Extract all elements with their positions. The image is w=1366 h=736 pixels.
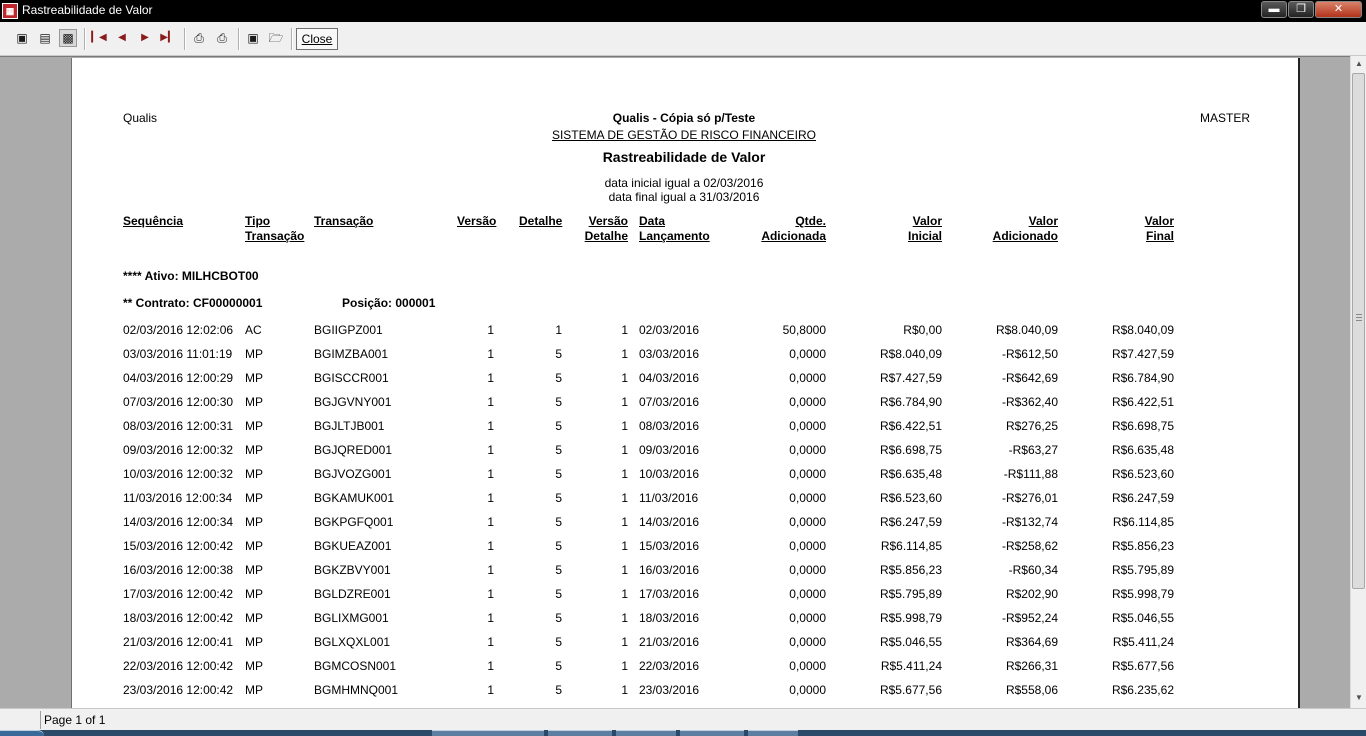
cell-tipo: MP	[245, 587, 263, 601]
cell-transacao: BGKPGFQ001	[314, 515, 394, 529]
cell-transacao: BGIIGPZ001	[314, 323, 383, 337]
printer-icon: ⎙	[217, 31, 227, 45]
cell-detalhe: 5	[555, 659, 562, 673]
cell-versao-detalhe: 1	[621, 515, 628, 529]
cell-valor-adicionado: R$364,69	[1005, 635, 1058, 649]
vertical-scrollbar[interactable]	[1350, 56, 1366, 708]
page-width-button[interactable]	[36, 29, 54, 47]
cell-transacao: BGIMZBA001	[314, 347, 389, 361]
cell-sequencia: 11/03/2016 12:00:34	[123, 491, 233, 505]
col-header-tipo-transacao	[245, 214, 304, 244]
cell-sequencia: 08/03/2016 12:00:31	[123, 419, 234, 433]
cell-transacao: BGKZBVY001	[314, 563, 391, 577]
cell-sequencia: 17/03/2016 12:00:42	[123, 587, 234, 601]
cell-valor-inicial: R$5.795,89	[879, 587, 942, 601]
cell-tipo: MP	[245, 467, 263, 481]
report-toolbar	[0, 22, 1366, 56]
col-header-line: Lançamento	[639, 229, 710, 243]
cell-valor-inicial: R$6.635,48	[879, 467, 942, 481]
cell-versao-detalhe: 1	[621, 371, 628, 385]
cell-transacao: BGLXQXL001	[314, 635, 391, 649]
cell-valor-adicionado: -R$60,34	[1008, 563, 1058, 577]
cell-qtde: 0,0000	[789, 347, 826, 361]
cell-detalhe: 5	[555, 419, 562, 433]
cell-transacao: BGJLTJB001	[314, 419, 385, 433]
cell-versao-detalhe: 1	[621, 659, 628, 673]
cell-versao: 1	[487, 587, 494, 601]
cell-versao-detalhe: 1	[621, 635, 628, 649]
col-header-data-lancamento	[639, 214, 710, 244]
cell-sequencia: 21/03/2016 12:00:41	[123, 635, 234, 649]
col-header-line: Valor	[1028, 214, 1058, 228]
cell-transacao: BGLIXMG001	[314, 611, 389, 625]
cell-valor-final: R$8.040,09	[1111, 323, 1174, 337]
cell-valor-adicionado: -R$111,88	[1003, 467, 1058, 481]
cell-data-lancamento: 22/03/2016	[639, 659, 700, 673]
floppy-disk-icon: ▣	[247, 31, 259, 45]
col-header-line: Qtde.	[795, 214, 826, 228]
cell-detalhe: 5	[555, 467, 562, 481]
cell-detalhe: 5	[555, 491, 562, 505]
col-header-line: Adicionada	[761, 229, 826, 243]
cell-valor-final: R$6.114,85	[1112, 515, 1174, 529]
cell-sequencia: 22/03/2016 12:00:42	[123, 659, 234, 673]
cell-tipo: MP	[245, 563, 263, 577]
cell-detalhe: 5	[555, 443, 562, 457]
group-position: Posição: 000001	[342, 296, 436, 310]
cell-tipo: MP	[245, 419, 263, 433]
start-button[interactable]	[0, 730, 44, 736]
cell-transacao: BGKUEAZ001	[314, 539, 392, 553]
toolbar-separator	[184, 28, 186, 50]
col-header-detalhe: Detalhe	[519, 214, 563, 228]
cell-versao-detalhe: 1	[621, 611, 628, 625]
restore-icon: ❐	[1296, 3, 1306, 15]
cell-detalhe: 5	[555, 347, 562, 361]
cell-transacao: BGJVOZG001	[314, 467, 392, 481]
cell-valor-inicial: R$5.998,79	[879, 611, 942, 625]
cell-valor-final: R$6.523,60	[1111, 467, 1174, 481]
cell-detalhe: 5	[555, 635, 562, 649]
cell-detalhe: 5	[555, 539, 562, 553]
cell-detalhe: 5	[555, 683, 562, 697]
last-page-button[interactable]	[159, 29, 177, 47]
close-button[interactable]: Close	[296, 28, 338, 50]
cell-transacao: BGISCCR001	[314, 371, 389, 385]
col-header-versao: Versão	[457, 214, 497, 228]
cell-valor-final: R$5.677,56	[1111, 659, 1174, 673]
cell-qtde: 0,0000	[789, 587, 826, 601]
arrow-down-icon: ▼	[1355, 693, 1363, 702]
report-title-system: SISTEMA DE GESTÃO DE RISCO FINANCEIRO	[551, 128, 817, 142]
cell-tipo: MP	[245, 491, 263, 505]
cell-valor-final: R$5.046,55	[1111, 611, 1174, 625]
cell-valor-adicionado: -R$132,74	[1001, 515, 1058, 529]
cell-valor-inicial: R$6.698,75	[879, 443, 942, 457]
header-left: Qualis	[123, 111, 158, 125]
cell-versao: 1	[487, 611, 494, 625]
cell-valor-adicionado: -R$952,24	[1001, 611, 1058, 625]
col-header-sequencia: Sequência	[123, 214, 184, 228]
cell-qtde: 0,0000	[789, 467, 826, 481]
cell-valor-inicial: R$5.046,55	[879, 635, 942, 649]
cell-versao-detalhe: 1	[621, 587, 628, 601]
whole-page-button[interactable]	[13, 29, 31, 47]
cell-detalhe: 5	[555, 563, 562, 577]
taskbar-item[interactable]	[548, 730, 612, 736]
cell-valor-final: R$5.998,79	[1111, 587, 1174, 601]
cell-valor-adicionado: -R$276,01	[1001, 491, 1058, 505]
cell-data-lancamento: 16/03/2016	[639, 563, 700, 577]
previous-page-button[interactable]	[113, 29, 131, 47]
cell-valor-final: R$6.784,90	[1111, 371, 1174, 385]
col-header-line: Inicial	[907, 229, 942, 243]
col-header-line: Valor	[1144, 214, 1174, 228]
cell-qtde: 0,0000	[789, 395, 826, 409]
cell-valor-inicial: R$7.427,59	[879, 371, 942, 385]
full-size-button[interactable]	[59, 29, 77, 47]
cell-versao: 1	[487, 467, 494, 481]
cell-detalhe: 5	[555, 515, 562, 529]
col-header-line: Tipo	[245, 214, 271, 228]
scroll-thumb[interactable]	[1352, 73, 1365, 589]
cell-valor-final: R$6.698,75	[1111, 419, 1174, 433]
cell-versao-detalhe: 1	[621, 563, 628, 577]
cell-tipo: MP	[245, 395, 263, 409]
scroll-down-button[interactable]	[1351, 690, 1366, 706]
col-header-valor-inicial	[842, 214, 942, 244]
cell-sequencia: 04/03/2016 12:00:29	[123, 371, 234, 385]
cell-data-lancamento: 03/03/2016	[639, 347, 700, 361]
cell-versao-detalhe: 1	[621, 683, 628, 697]
cell-versao-detalhe: 1	[621, 443, 628, 457]
cell-valor-inicial: R$0,00	[903, 323, 942, 337]
cell-valor-adicionado: R$558,06	[1005, 683, 1058, 697]
arrow-up-icon: ▲	[1355, 59, 1363, 68]
cell-valor-inicial: R$5.677,56	[879, 683, 942, 697]
cell-qtde: 50,8000	[782, 323, 826, 337]
cell-sequencia: 09/03/2016 12:00:32	[123, 443, 234, 457]
cell-qtde: 0,0000	[789, 515, 826, 529]
col-header-line: Versão	[588, 214, 628, 228]
open-folder-icon: 🗁	[268, 31, 284, 45]
cell-tipo: MP	[245, 659, 263, 673]
report-viewer[interactable]	[0, 56, 1350, 709]
cell-valor-final: R$7.427,59	[1111, 347, 1174, 361]
cell-sequencia: 02/03/2016 12:02:06	[123, 323, 234, 337]
cell-valor-adicionado: -R$612,50	[1001, 347, 1058, 361]
window-title: Rastreabilidade de Valor	[22, 3, 153, 17]
cell-data-lancamento: 11/03/2016	[639, 491, 699, 505]
taskbar-item[interactable]	[680, 730, 744, 736]
cell-valor-inicial: R$5.411,24	[880, 659, 942, 673]
status-bar	[0, 708, 1366, 731]
page-indicator: Page 1 of 1	[40, 711, 1364, 729]
group-contract: ** Contrato: CF00000001	[123, 296, 263, 310]
cell-qtde: 0,0000	[789, 611, 826, 625]
cell-qtde: 0,0000	[789, 419, 826, 433]
cell-detalhe: 5	[555, 371, 562, 385]
cell-valor-inicial: R$6.422,51	[879, 419, 942, 433]
cell-valor-adicionado: -R$362,40	[1001, 395, 1058, 409]
cell-data-lancamento: 08/03/2016	[639, 419, 700, 433]
page-width-icon: ▤	[39, 31, 51, 45]
cell-versao-detalhe: 1	[621, 467, 628, 481]
taskbar-item[interactable]	[616, 730, 676, 736]
cell-valor-final: R$6.422,51	[1111, 395, 1174, 409]
cell-qtde: 0,0000	[789, 683, 826, 697]
printer-setup-icon: ⎙	[194, 31, 204, 45]
filter-end-date: data final igual a 31/03/2016	[608, 190, 760, 204]
col-header-line: Transação	[245, 229, 305, 243]
cell-tipo: MP	[245, 539, 263, 553]
cell-versao: 1	[487, 635, 494, 649]
col-header-valor-adicionado	[958, 214, 1058, 244]
cell-transacao: BGLDZRE001	[314, 587, 391, 601]
cell-versao: 1	[487, 683, 494, 697]
cell-data-lancamento: 21/03/2016	[639, 635, 700, 649]
cell-valor-adicionado: -R$63,27	[1008, 443, 1058, 457]
first-page-icon: ▎◀	[91, 32, 107, 43]
cell-valor-final: R$5.795,89	[1111, 563, 1174, 577]
cell-data-lancamento: 04/03/2016	[639, 371, 700, 385]
printer-setup-button[interactable]	[190, 29, 208, 47]
cell-tipo: AC	[245, 323, 262, 337]
col-header-line: Adicionado	[992, 229, 1058, 243]
cell-data-lancamento: 18/03/2016	[639, 611, 700, 625]
cell-valor-adicionado: R$266,31	[1005, 659, 1058, 673]
cell-versao: 1	[487, 347, 494, 361]
group-asset: **** Ativo: MILHCBOT00	[123, 269, 259, 283]
last-page-icon: ▶▎	[160, 32, 176, 43]
cell-transacao: BGMCOSN001	[314, 659, 397, 673]
cell-versao: 1	[487, 395, 494, 409]
col-header-qtde-adicionada	[722, 214, 826, 244]
toolbar-separator	[238, 28, 240, 50]
cell-sequencia: 03/03/2016 11:01:19	[123, 347, 233, 361]
minimize-button[interactable]	[1261, 1, 1287, 18]
cell-valor-adicionado: -R$642,69	[1001, 371, 1058, 385]
cell-tipo: MP	[245, 371, 263, 385]
report-title: Rastreabilidade de Valor	[602, 149, 766, 165]
col-header-transacao: Transação	[314, 214, 374, 228]
cell-valor-adicionado: -R$258,62	[1001, 539, 1058, 553]
cell-data-lancamento: 02/03/2016	[639, 323, 700, 337]
cell-valor-inicial: R$6.784,90	[879, 395, 942, 409]
cell-valor-final: R$6.247,59	[1111, 491, 1174, 505]
cell-versao-detalhe: 1	[621, 491, 628, 505]
cell-tipo: MP	[245, 635, 263, 649]
cell-valor-adicionado: R$202,90	[1005, 587, 1058, 601]
taskbar-item[interactable]	[432, 730, 544, 736]
cell-versao-detalhe: 1	[621, 347, 628, 361]
print-button[interactable]	[213, 29, 231, 47]
report-page	[71, 58, 1300, 709]
col-header-line: Detalhe	[584, 229, 628, 243]
close-window-button[interactable]	[1315, 1, 1362, 18]
scroll-up-button[interactable]	[1351, 56, 1366, 72]
cell-valor-inicial: R$6.247,59	[879, 515, 942, 529]
header-right: MASTER	[1200, 111, 1251, 125]
next-page-button[interactable]	[136, 29, 154, 47]
col-header-line: Final	[1145, 229, 1174, 243]
cell-sequencia: 16/03/2016 12:00:38	[123, 563, 234, 577]
cell-data-lancamento: 23/03/2016	[639, 683, 700, 697]
save-report-button[interactable]	[244, 29, 262, 47]
previous-page-icon: ◀	[118, 32, 126, 43]
cell-sequencia: 14/03/2016 12:00:34	[123, 515, 234, 529]
close-icon: ✕	[1333, 3, 1344, 15]
cell-detalhe: 1	[555, 323, 562, 337]
cell-qtde: 0,0000	[789, 563, 826, 577]
cell-data-lancamento: 07/03/2016	[639, 395, 700, 409]
cell-qtde: 0,0000	[789, 371, 826, 385]
cell-versao-detalhe: 1	[621, 419, 628, 433]
open-report-button[interactable]	[267, 29, 285, 47]
cell-sequencia: 07/03/2016 12:00:30	[123, 395, 234, 409]
cell-tipo: MP	[245, 443, 263, 457]
taskbar	[0, 730, 1366, 736]
cell-valor-inicial: R$6.114,85	[880, 539, 942, 553]
cell-transacao: BGKAMUK001	[314, 491, 395, 505]
cell-data-lancamento: 14/03/2016	[639, 515, 700, 529]
col-header-valor-final	[1074, 214, 1174, 244]
grip-line	[1356, 317, 1362, 318]
cell-valor-final: R$5.856,23	[1111, 539, 1174, 553]
cell-valor-final: R$6.235,62	[1111, 683, 1174, 697]
cell-tipo: MP	[245, 683, 263, 697]
cell-detalhe: 5	[555, 587, 562, 601]
taskbar-item[interactable]	[748, 730, 798, 736]
app-icon: ▦	[2, 3, 18, 19]
cell-tipo: MP	[245, 611, 263, 625]
cell-valor-inicial: R$6.523,60	[879, 491, 942, 505]
toolbar-separator	[84, 28, 86, 50]
next-page-icon: ▶	[141, 32, 149, 43]
cell-versao-detalhe: 1	[621, 539, 628, 553]
cell-sequencia: 18/03/2016 12:00:42	[123, 611, 234, 625]
toolbar-separator	[291, 28, 293, 50]
filter-start-date: data inicial igual a 02/03/2016	[604, 176, 764, 190]
cell-transacao: BGJGVNY001	[314, 395, 392, 409]
cell-valor-final: R$5.411,24	[1112, 635, 1174, 649]
cell-data-lancamento: 17/03/2016	[639, 587, 700, 601]
minimize-icon: ▬	[1268, 3, 1280, 15]
cell-qtde: 0,0000	[789, 491, 826, 505]
cell-versao: 1	[487, 539, 494, 553]
cell-detalhe: 5	[555, 611, 562, 625]
cell-transacao: BGMHMNQ001	[314, 683, 399, 697]
grip-line	[1356, 320, 1362, 321]
cell-versao: 1	[487, 515, 494, 529]
col-header-versao-detalhe	[562, 214, 628, 244]
cell-versao: 1	[487, 659, 494, 673]
col-header-line: Valor	[912, 214, 942, 228]
cell-versao: 1	[487, 419, 494, 433]
cell-qtde: 0,0000	[789, 659, 826, 673]
cell-qtde: 0,0000	[789, 443, 826, 457]
window-titlebar	[0, 0, 1366, 22]
cell-qtde: 0,0000	[789, 635, 826, 649]
cell-transacao: BGJQRED001	[314, 443, 393, 457]
cell-versao: 1	[487, 563, 494, 577]
cell-sequencia: 15/03/2016 12:00:42	[123, 539, 234, 553]
cell-valor-adicionado: R$276,25	[1005, 419, 1058, 433]
cell-tipo: MP	[245, 347, 263, 361]
cell-valor-adicionado: R$8.040,09	[995, 323, 1058, 337]
whole-page-icon: ▣	[16, 31, 28, 45]
cell-data-lancamento: 09/03/2016	[639, 443, 700, 457]
cell-data-lancamento: 10/03/2016	[639, 467, 700, 481]
cell-data-lancamento: 15/03/2016	[639, 539, 700, 553]
cell-versao-detalhe: 1	[621, 395, 628, 409]
cell-sequencia: 10/03/2016 12:00:32	[123, 467, 234, 481]
cell-versao: 1	[487, 371, 494, 385]
col-header-line: Data	[639, 214, 666, 228]
maximize-button[interactable]	[1288, 1, 1314, 18]
cell-sequencia: 23/03/2016 12:00:42	[123, 683, 234, 697]
cell-versao: 1	[487, 491, 494, 505]
first-page-button[interactable]	[90, 29, 108, 47]
cell-versao: 1	[487, 443, 494, 457]
cell-versao: 1	[487, 323, 494, 337]
cell-valor-inicial: R$8.040,09	[879, 347, 942, 361]
grip-line	[1356, 314, 1362, 315]
cell-versao-detalhe: 1	[621, 323, 628, 337]
cell-tipo: MP	[245, 515, 263, 529]
cell-detalhe: 5	[555, 395, 562, 409]
cell-valor-final: R$6.635,48	[1111, 443, 1174, 457]
report-title-company: Qualis - Cópia só p/Teste	[612, 111, 756, 125]
full-size-icon: ▩	[62, 31, 74, 45]
cell-valor-inicial: R$5.856,23	[879, 563, 942, 577]
cell-qtde: 0,0000	[789, 539, 826, 553]
